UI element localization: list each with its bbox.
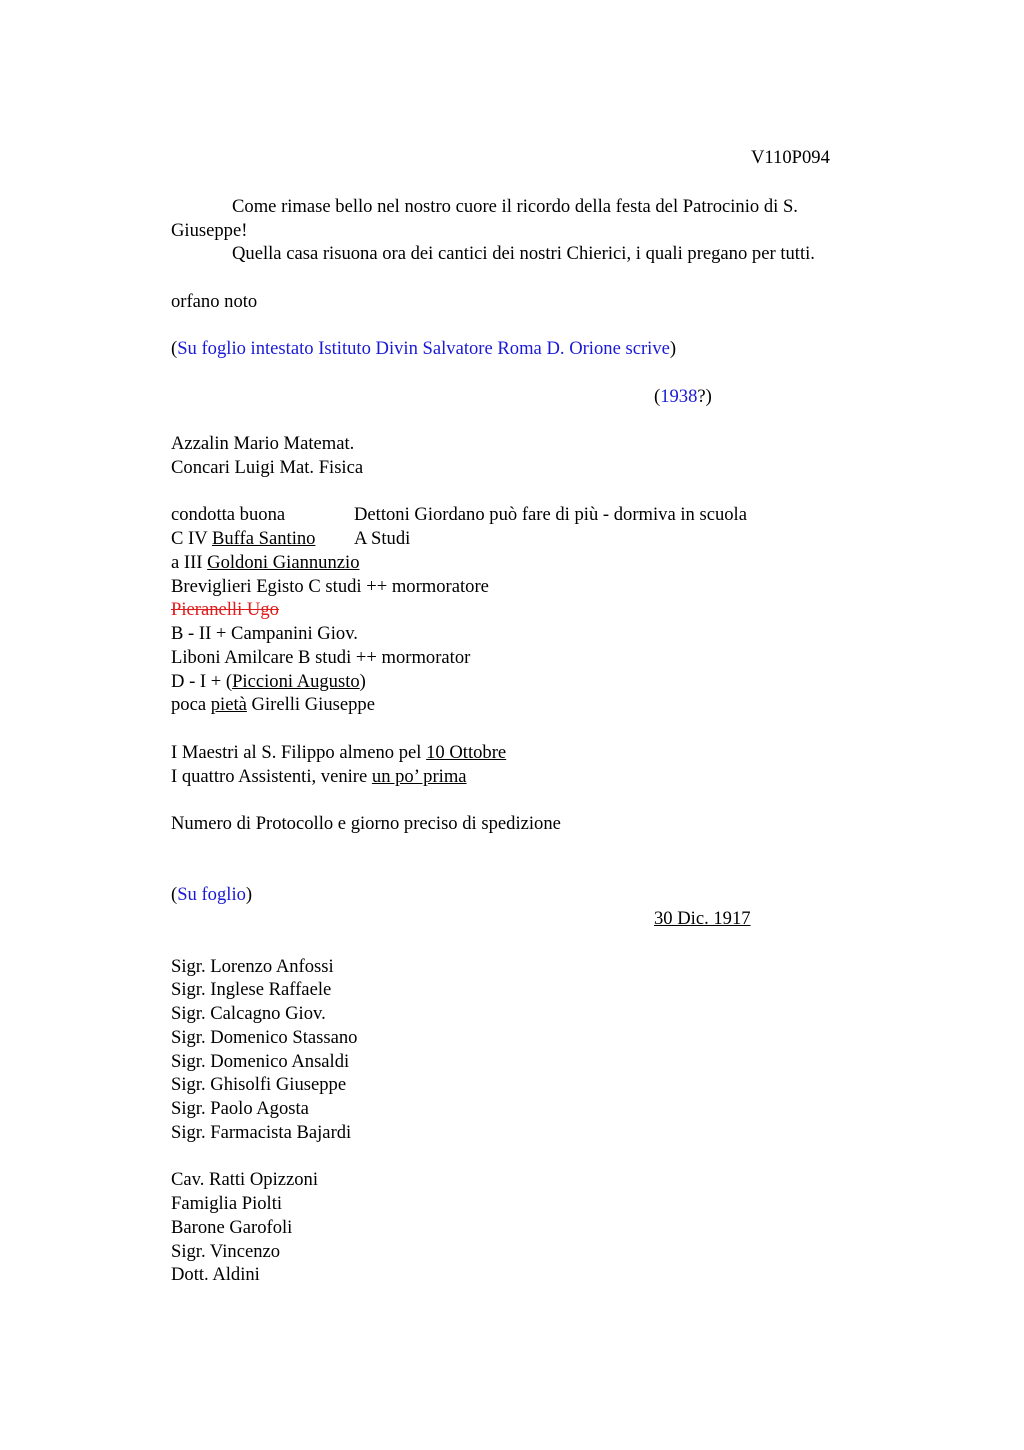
list-item: Sigr. Domenico Ansaldi [171,1051,350,1072]
student-name: Piccioni Augusto [232,671,360,692]
list-item: Famiglia Piolti [171,1193,283,1214]
orfano-note: orfano noto [171,291,258,312]
date-1-year: 1938 [660,386,698,407]
date-1 [654,385,712,409]
grade-label: D - I + ( [171,671,233,692]
student-row-1-left: condotta buona [171,504,286,525]
student-name: Goldoni Giannunzio [207,552,360,573]
list-item: Sigr. Calcagno Giov. [171,1003,326,1024]
list-item: Cav. Ratti Opizzoni [171,1169,318,1190]
student-row-3 [171,551,360,575]
paren-close: ) [669,338,677,359]
student-row-2 [171,527,315,551]
student-row-9 [171,693,375,717]
paren-open: ( [654,386,661,407]
instruction-1 [171,741,506,765]
teacher-1: Azzalin Mario Matemat. [171,433,355,454]
teacher-2: Concari Luigi Mat. Fisica [171,457,364,478]
sheet-note-1 [171,337,676,361]
list-item: Sigr. Vincenzo [171,1241,281,1262]
student-name: Girelli Giuseppe [246,694,375,715]
student-row-8 [171,670,366,694]
underlined-word: pietà [210,694,247,715]
instruction-text: I Maestri al S. Filippo almeno pel [171,742,427,763]
instruction-2 [171,765,467,789]
student-row-7: Liboni Amilcare B studi ++ mormorator [171,647,471,668]
grade-label: a III [171,552,208,573]
student-row-2-right: A Studi [354,528,411,549]
date-1-rest: ?) [697,386,712,407]
paren-close: ) [245,884,253,905]
student-name: Buffa Santino [211,528,316,549]
list-item: Sigr. Farmacista Bajardi [171,1122,352,1143]
intro-line-1: Come rimase bello nel nostro cuore il ricordo della festa del Patrocinio di S. [232,196,798,217]
student-row-6: B - II + Campanini Giov. [171,623,358,644]
student-row-5-struck: Pieranelli Ugo [171,599,279,620]
list-item: Sigr. Paolo Agosta [171,1098,309,1119]
list-item: Sigr. Inglese Raffaele [171,979,332,1000]
list-item: Sigr. Domenico Stassano [171,1027,358,1048]
date-2: 30 Dic. 1917 [654,908,751,929]
document-id: V110P094 [751,147,830,168]
sheet-note-1-text: Su foglio intestato Istituto Divin Salvatore Roma D. Orione scrive [177,338,670,359]
paren-open: ( [171,338,178,359]
list-item: Dott. Aldini [171,1264,260,1285]
list-item: Sigr. Ghisolfi Giuseppe [171,1074,347,1095]
instruction-date: 10 Ottobre [426,742,507,763]
paren-close: ) [359,671,366,692]
sheet-note-2 [171,883,252,907]
list-item: Sigr. Lorenzo Anfossi [171,956,334,977]
student-row-4: Breviglieri Egisto C studi ++ mormoratore [171,576,489,597]
row-prefix: poca [171,694,211,715]
instruction-3: Numero di Protocollo e giorno preciso di spedizione [171,813,561,834]
paren-open: ( [171,884,178,905]
grade-label: C IV [171,528,212,549]
sheet-note-2-text: Su foglio [177,884,246,905]
instruction-emphasis: un po’ prima [371,766,467,787]
intro-line-3: Quella casa risuona ora dei cantici dei nostri Chierici, i quali pregano per tutti. [232,243,815,264]
instruction-text: I quattro Assistenti, venire [171,766,372,787]
list-item: Barone Garofoli [171,1217,293,1238]
intro-line-2: Giuseppe! [171,220,248,241]
student-row-1-right: Dettoni Giordano può fare di più - dormiva in scuola [354,504,747,525]
